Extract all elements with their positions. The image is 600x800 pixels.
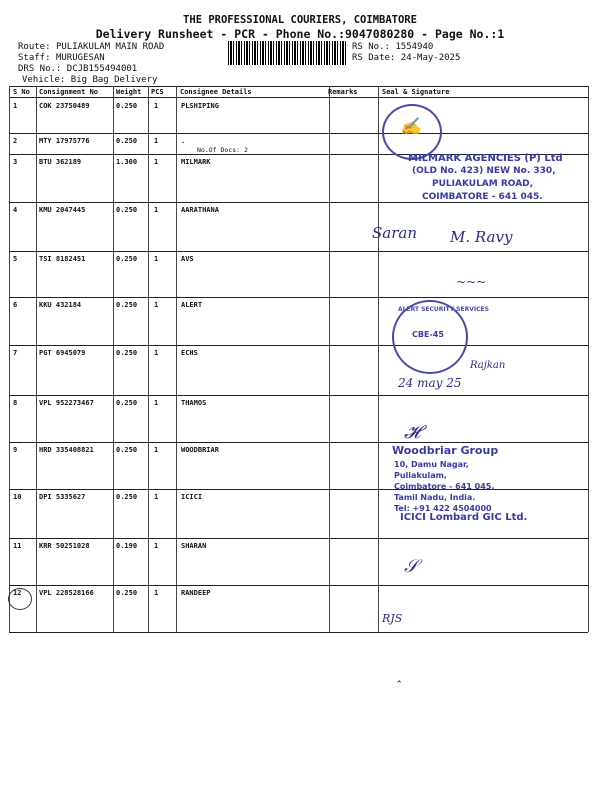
handdrawn-circle-mark [8, 588, 32, 610]
milmark-stamp-line3: PULIAKULAM ROAD, [432, 179, 534, 189]
cell-sno: 6 [13, 301, 18, 309]
rs-date-label: RS Date: [352, 53, 396, 63]
cell-consignee: AVS [181, 255, 194, 263]
cell-weight: 0.250 [116, 399, 138, 407]
icici-stamp: ICICI Lombard GIC Ltd. [400, 512, 528, 523]
cell-consignment: PGT 6945079 [39, 349, 86, 357]
cell-weight: 0.250 [116, 349, 138, 357]
rs-date-line [352, 53, 460, 63]
milmark-stamp-line1: MILMARK AGENCIES (P) Ltd [408, 153, 563, 164]
drs-value: DCJB155494001 [66, 64, 138, 74]
cell-pcs: 1 [154, 255, 159, 263]
cell-consignment: HRD 335408821 [39, 446, 94, 454]
row-divider [9, 133, 588, 134]
cell-sno: 7 [13, 349, 18, 357]
row-divider [9, 345, 588, 346]
col-header-remarks: Remarks [328, 88, 358, 96]
cell-consignment: KRR 50251028 [39, 542, 90, 550]
row-divider [9, 489, 588, 490]
runsheet-subtitle: Delivery Runsheet - PCR - Phone No.:9047080280 - Page No.:1 [95, 27, 505, 41]
cell-pcs: 1 [154, 493, 159, 501]
cell-consignee: THAMOS [181, 399, 207, 407]
row-divider [9, 297, 588, 298]
cell-pcs: 1 [154, 399, 159, 407]
cell-pcs: 1 [154, 301, 159, 309]
table-header-border [9, 97, 588, 98]
cell-consignment: VPL 952273467 [39, 399, 94, 407]
cell-weight: 1.300 [116, 158, 138, 166]
cell-consignee: ECHS [181, 349, 198, 357]
rs-date-value: 24-May-2025 [400, 53, 461, 63]
col-divider-left [9, 86, 10, 632]
route-line [18, 42, 164, 52]
cell-pcs: 1 [154, 102, 159, 110]
cell-sno: 1 [13, 102, 18, 110]
cell-weight: 0.250 [116, 301, 138, 309]
echs-signature-2: 24 may 25 [398, 376, 462, 390]
rs-no-label: RS No.: [352, 42, 390, 52]
cell-weight: 0.250 [116, 493, 138, 501]
cell-pcs: 1 [154, 137, 159, 145]
cell-consignment: KMU 2047445 [39, 206, 86, 214]
col-header-consignment: Consignment No [39, 88, 99, 96]
milmark-stamp-line4: COIMBATORE - 641 045. [422, 192, 543, 202]
cell-weight: 0.250 [116, 206, 138, 214]
echs-signature-1: Rajkan [470, 360, 506, 371]
cell-consignee: PLSHIPING [181, 102, 219, 110]
col-divider-sno [36, 86, 37, 632]
barcode-image [228, 41, 346, 65]
drs-label: DRS No.: [18, 64, 62, 74]
staff-label: Staff: [18, 53, 51, 63]
cell-consignment: COK 23750489 [39, 102, 90, 110]
row-divider [9, 251, 588, 252]
cell-consignment: TSI 8182451 [39, 255, 86, 263]
cell-consignment: BTU 362189 [39, 158, 82, 166]
woodbriar-stamp-line4: Coimbatore - 641 045, [394, 482, 495, 491]
route-label: Route: [18, 42, 51, 52]
cell-sno: 4 [13, 206, 18, 214]
cell-consignee: ALERT [181, 301, 203, 309]
col-header-weight: Weight [116, 88, 142, 96]
col-header-seal: Seal & Signature [382, 88, 450, 96]
drs-line [18, 64, 137, 74]
milmark-stamp-line2: (OLD No. 423) NEW No. 330, [412, 166, 556, 176]
cell-consignee: AARATHANA [181, 206, 219, 214]
cell-weight: 0.190 [116, 542, 138, 550]
cell-consignee: ICICI [181, 493, 203, 501]
cell-sno: 5 [13, 255, 18, 263]
cell-pcs: 1 [154, 158, 159, 166]
cell-sno: 12 [13, 589, 22, 597]
vehicle-label: Vehicle: [22, 75, 66, 85]
staff-line [18, 53, 105, 63]
cell-pcs: 1 [154, 542, 159, 550]
cell-pcs: 1 [154, 589, 159, 597]
company-title: THE PROFESSIONAL COURIERS, COIMBATORE [183, 14, 417, 26]
stray-pen-mark: ⌃ [394, 680, 402, 690]
cell-sno: 11 [13, 542, 22, 550]
vehicle-line [22, 75, 157, 85]
cell-pcs: 1 [154, 206, 159, 214]
cell-consignment: KKU 432184 [39, 301, 82, 309]
col-header-consignee: Consignee Details [180, 88, 252, 96]
col-divider-consignee [329, 86, 330, 632]
cell-weight: 0.250 [116, 255, 138, 263]
woodbriar-stamp-line6: Tel: +91 422 4504000 [394, 504, 492, 513]
row-divider [9, 442, 588, 443]
rs-no-line [352, 42, 433, 52]
col-header-sno: S No [13, 88, 30, 96]
staff-value: MURUGESAN [55, 53, 105, 63]
vehicle-value: Big Bag Delivery [70, 75, 158, 85]
alert-seal-center: CBE-45 [412, 330, 444, 339]
sharan-signature: 𝒮 [404, 556, 418, 577]
col-header-pcs: PCS [151, 88, 164, 96]
cell-consignee: SHARAN [181, 542, 207, 550]
woodbriar-stamp-line5: Tamil Nadu, India. [394, 493, 476, 502]
cell-sno: 9 [13, 446, 18, 454]
row-divider [9, 538, 588, 539]
cell-consignee: RANDEEP [181, 589, 211, 597]
woodbriar-stamp-line3: Puliakulam, [394, 471, 447, 480]
alert-seal-text: ALERT SECURITY SERVICES [398, 306, 489, 313]
cell-note: No.Of Docs: 2 [197, 146, 248, 154]
col-divider-pcs [176, 86, 177, 632]
route-value: PULIAKULAM MAIN ROAD [55, 42, 165, 52]
cell-sno: 10 [13, 493, 22, 501]
row-divider [9, 632, 588, 633]
cell-pcs: 1 [154, 349, 159, 357]
woodbriar-stamp-line2: 10, Damu Nagar, [394, 460, 469, 469]
thamos-signature: 𝓗 [404, 422, 421, 443]
avs-signature: ~~~ [456, 275, 487, 289]
rs-no-value: 1554940 [395, 42, 434, 52]
cell-sno: 8 [13, 399, 18, 407]
col-divider-remarks [378, 86, 379, 632]
col-divider-consignment [113, 86, 114, 632]
row-divider [9, 395, 588, 396]
randeep-signature: RJS [382, 612, 403, 625]
cell-weight: 0.250 [116, 137, 138, 145]
col-divider-right [588, 86, 589, 632]
cell-weight: 0.250 [116, 589, 138, 597]
table-top-border [9, 86, 588, 87]
woodbriar-stamp-line1: Woodbriar Group [392, 444, 499, 457]
cell-sno: 2 [13, 137, 18, 145]
cell-consignment: MTY 17975776 [39, 137, 90, 145]
row-divider [9, 585, 588, 586]
aarathana-signature-1: Saran [372, 224, 417, 242]
cell-consignment: DPI 5335627 [39, 493, 86, 501]
cell-consignment: VPL 228528166 [39, 589, 94, 597]
signature-scribble: ✍ [400, 117, 422, 137]
cell-consignee: MILMARK [181, 158, 211, 166]
cell-weight: 0.250 [116, 102, 138, 110]
cell-pcs: 1 [154, 446, 159, 454]
col-divider-weight [148, 86, 149, 632]
row-divider [9, 202, 588, 203]
cell-consignee: WOODBRIAR [181, 446, 219, 454]
cell-sno: 3 [13, 158, 18, 166]
cell-weight: 0.250 [116, 446, 138, 454]
aarathana-signature-2: M. Ravy [450, 228, 513, 246]
cell-consignee: . [181, 137, 186, 145]
